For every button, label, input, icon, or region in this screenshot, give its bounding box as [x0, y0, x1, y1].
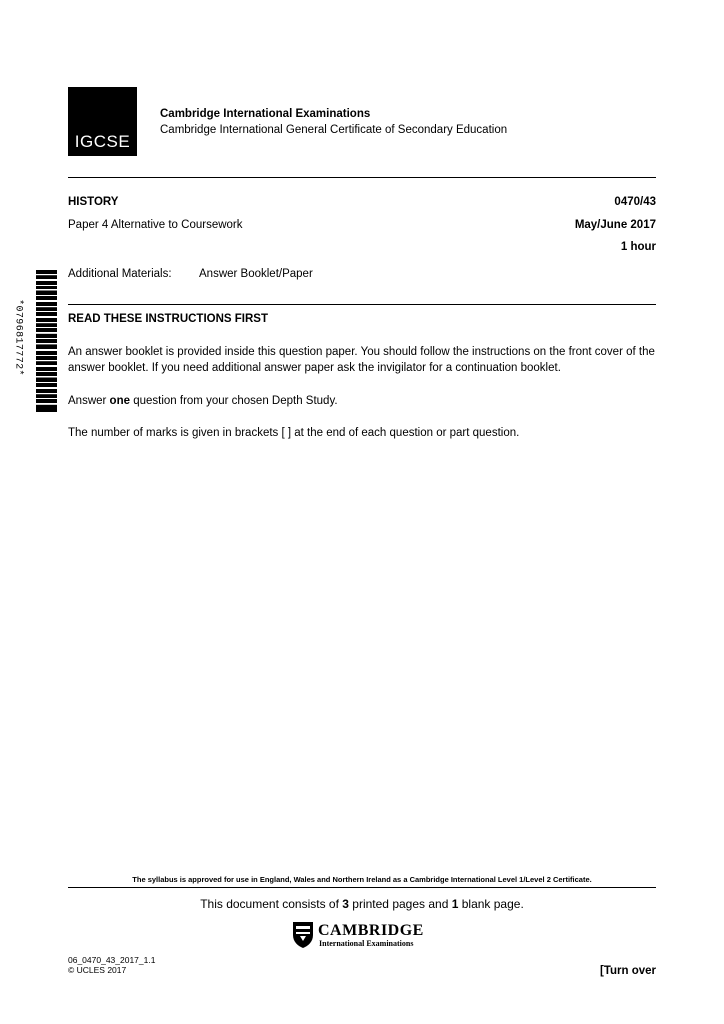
materials-value: Answer Booklet/Paper — [199, 268, 313, 280]
cambridge-crest-icon — [292, 921, 314, 949]
instruction-paragraph-2 — [68, 394, 668, 410]
copyright: © UCLES 2017 — [68, 965, 127, 975]
cambridge-wordmark: CAMBRIDGE — [318, 922, 424, 939]
instruction-paragraph-1: An answer booklet is provided inside this question paper. You should follow the instructions on the front cover of the answer booklet. If you need additional answer paper ask the invigilator for a continuation booklet. — [68, 346, 655, 374]
middle-divider — [68, 304, 656, 305]
cambridge-subtitle: International Examinations — [319, 939, 414, 948]
materials-label: Additional Materials: — [68, 268, 172, 280]
instructions-heading: READ THESE INSTRUCTIONS FIRST — [68, 313, 268, 325]
document-code: 06_0470_43_2017_1.1 — [68, 955, 156, 965]
barcode-icon — [36, 270, 57, 412]
paper-title: Paper 4 Alternative to Coursework — [68, 219, 243, 231]
instruction-2-emphasis: one — [109, 395, 130, 407]
exam-board-name: Cambridge International Examinations — [160, 108, 371, 120]
exam-duration: 1 hour — [620, 241, 656, 253]
printed-page-count: 3 — [342, 897, 349, 911]
igcse-logo — [68, 87, 137, 156]
page-count-statement — [68, 897, 656, 911]
barcode-number: *0796817772* — [12, 299, 24, 376]
pages-suffix: blank page. — [458, 897, 524, 911]
paper-code: 0470/43 — [614, 196, 656, 208]
instruction-2-suffix: question from your chosen Depth Study. — [130, 395, 338, 407]
instruction-paragraph-3: The number of marks is given in brackets [ ] at the end of each question or part question. — [68, 427, 520, 439]
pages-middle: printed pages and — [348, 897, 452, 911]
document-code-block — [68, 955, 155, 975]
approval-note: The syllabus is approved for use in England, Wales and Northern Ireland as a Cambridge International Level 1/Level 2 Certificate. — [132, 875, 592, 884]
instruction-2-prefix: Answer — [68, 395, 110, 407]
subject-title: HISTORY — [68, 196, 119, 208]
top-divider — [68, 177, 656, 178]
certificate-name: Cambridge International General Certificate of Secondary Education — [160, 124, 508, 136]
turn-over-label: [Turn over — [599, 965, 656, 977]
exam-session: May/June 2017 — [574, 219, 656, 231]
blank-page-count: 1 — [451, 897, 459, 911]
footer-divider — [68, 887, 656, 888]
pages-prefix: This document consists of — [200, 897, 343, 911]
logo-text: IGCSE — [74, 132, 131, 151]
